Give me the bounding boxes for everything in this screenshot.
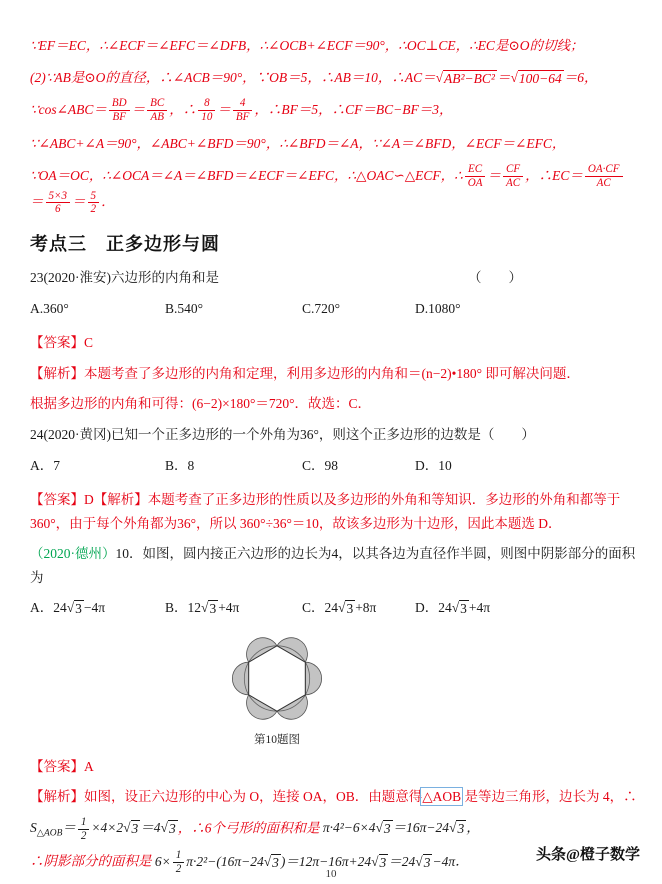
text-segment: 6× $\frac{1}{2}$ π·2²−(16π−24 √ 3 )＝12π−16π+24 √ 3 ＝24 √ 3 −4π <box>154 849 456 876</box>
q10-calc-line <box>30 816 638 843</box>
proof-line <box>30 34 638 58</box>
hexagon-figure <box>222 631 332 747</box>
q23-stem <box>30 266 522 290</box>
text-segment: 是等边三角形，边长为 4，∴ <box>461 789 637 805</box>
q10-answer <box>30 755 638 779</box>
q24-options <box>30 454 638 478</box>
option: B．8 <box>165 457 195 473</box>
proof-line <box>30 66 638 90</box>
answer-bracket: （ ） <box>468 270 522 286</box>
text-segment: A．24 √ 3 −4π <box>30 600 106 617</box>
text-segment: 【答案】C <box>30 335 94 351</box>
option: C．98 <box>302 457 339 473</box>
q24-analysis <box>30 488 638 535</box>
text-segment: $S_{\triangle AOB}=$ $\frac{1}{2}$ ×4×2 √ 3 ＝4 √ 3 <box>30 815 176 842</box>
text-segment: B．12 √ 3 +4π <box>165 600 240 617</box>
q24-stem <box>30 423 638 447</box>
text-segment: 【答案】A <box>30 758 94 774</box>
section-heading: 考点三 正多边形与圆 <box>30 234 220 255</box>
text-segment: 【答案】D【解析】本题考查了正多边形的性质以及多边形的外角和等知识．多边形的外角和都等于 360°，由于每个外角都为36°，所以 360°÷36°＝10，故该多边形为十边形，因此本题选 D． <box>30 491 621 531</box>
proof-line <box>30 97 638 123</box>
q23-options <box>30 297 638 321</box>
q23-answer <box>30 331 638 355</box>
text-segment: D．24 √ 3 +4π <box>415 600 491 617</box>
q10-options <box>30 596 638 620</box>
option <box>415 596 638 620</box>
text-segment: 【解析】如图，设正六边形的中心为 O，连接 OA，OB．由题意得 <box>30 789 423 805</box>
figure-caption: 第10题图 <box>254 733 300 746</box>
text-segment: C．24 √ 3 +8π <box>302 600 377 617</box>
text-segment: 10．如图，圆内接正六边形的边长为4，以其各边为直径作半圆，则图中阴影部分的面积为 <box>30 546 636 585</box>
text-segment: π·4²−6×4 √ 3 ＝16π−24 √ 3 ， <box>322 820 480 837</box>
text-segment: ． <box>455 853 469 869</box>
text-segment: ∵cos∠ABC＝ $\frac{BD}{BF}$ ＝ $\frac{BC}{AB}$ ，∴ $\frac{8}{10}$ ＝ $\frac{4}{BF}$ ，∴BF＝5，∴CF＝BC−BF＝3， <box>30 97 453 123</box>
text-segment: ∵∠ABC+∠A＝90°，∠ABC+∠BFD＝90°，∴∠BFD＝∠A，∵∠A＝∠BFD，∠ECF＝∠EFC， <box>30 135 566 151</box>
question-text: 23(2020·淮安)六边形的内角和是 <box>30 270 219 286</box>
option <box>165 596 302 620</box>
hexagon-semicircles-diagram <box>228 631 326 726</box>
q10-stem <box>30 542 638 589</box>
text-segment: （2020·德州） <box>30 546 116 562</box>
text-segment: 根据多边形的内角和可得：(6−2)×180°＝720°．故选：C． <box>30 396 372 412</box>
text-segment: △AOB <box>422 789 462 805</box>
question-text: 24(2020·黄冈)已知一个正多边形的一个外角为36°，则这个正多边形的边数是（ ） <box>30 426 535 442</box>
q10-analysis <box>30 785 638 809</box>
q23-analysis <box>30 392 638 416</box>
q23-analysis <box>30 362 638 386</box>
footer-brand: 头条@橙子数学 <box>536 847 640 863</box>
text-segment: ∴阴影部分的面积是 <box>30 853 155 869</box>
text-segment: ∵OA＝OC，∴∠OCA＝∠A＝∠BFD＝∠ECF＝∠EFC，∴△OAC∽△ECF，∴ $\frac{EC}{OA}$ ＝ $\frac{CF}{AC}$ ，∴EC＝ $\frac{OA\cdot CF}{AC}$ ＝ $\frac{5\times 3}{6}$ ＝ $\frac{5}{2}$ ． <box>30 168 625 209</box>
option: C.720° <box>302 300 341 316</box>
proof-line <box>30 132 638 156</box>
text-segment: ∵EF＝EC，∴∠ECF＝∠EFC＝∠DFB，∴∠OCB+∠ECF＝90°，∴OC⊥CE，∴EC是⊙O的切线； <box>30 38 584 53</box>
text-segment: ，∴6个弓形的面积和是 <box>177 820 323 836</box>
option: A．7 <box>30 457 60 473</box>
option: B.540° <box>165 300 204 316</box>
option <box>30 596 165 620</box>
proof-line <box>30 163 638 216</box>
option: D.1080° <box>415 300 461 316</box>
option <box>302 596 415 620</box>
text-segment: (2)∵AB是⊙O的直径，∴∠ACB＝90°，∵OB＝5，∴AB＝10，∴AC＝ √ AB²−BC² ＝ √ 100−64 ＝6， <box>30 69 598 86</box>
page-number: 10 <box>325 868 337 880</box>
option: D．10 <box>415 457 452 473</box>
option: A.360° <box>30 300 69 316</box>
text-segment: 【解析】本题考查了多边形的内角和定理，利用多边形的内角和＝(n−2)•180° 即可解决问题． <box>30 365 580 381</box>
